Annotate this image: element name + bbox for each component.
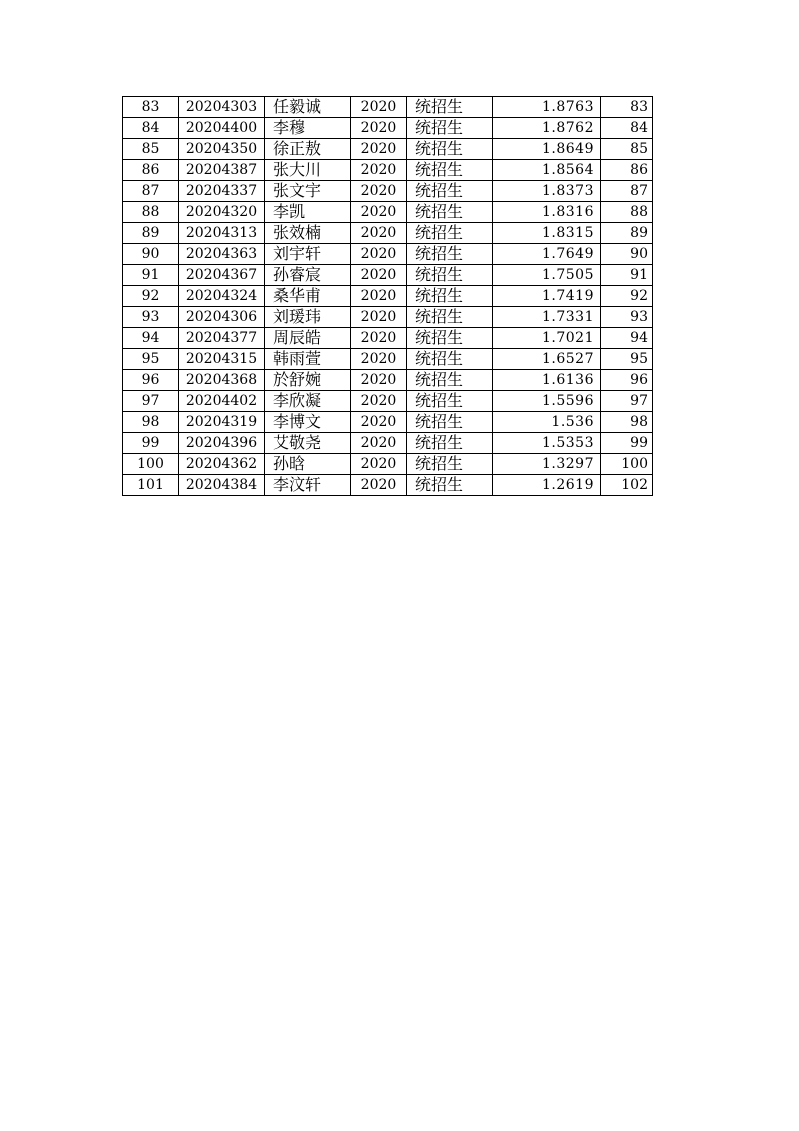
student-id-cell: 20204363 <box>179 244 265 265</box>
score-cell: 1.7649 <box>493 244 601 265</box>
row-number-cell: 91 <box>123 265 179 286</box>
rank-cell: 83 <box>601 97 653 118</box>
row-number-cell: 88 <box>123 202 179 223</box>
rank-cell: 93 <box>601 307 653 328</box>
enrollment-type-cell: 统招生 <box>407 349 493 370</box>
table-row <box>123 454 653 475</box>
student-id-cell: 20204313 <box>179 223 265 244</box>
enrollment-type-cell: 统招生 <box>407 307 493 328</box>
table-row <box>123 160 653 181</box>
rank-cell: 90 <box>601 244 653 265</box>
table-row <box>123 349 653 370</box>
year-cell: 2020 <box>351 391 407 412</box>
student-id-cell: 20204320 <box>179 202 265 223</box>
table-row <box>123 475 653 496</box>
year-cell: 2020 <box>351 118 407 139</box>
score-cell: 1.6527 <box>493 349 601 370</box>
enrollment-type-cell: 统招生 <box>407 265 493 286</box>
score-cell: 1.7419 <box>493 286 601 307</box>
row-number-cell: 89 <box>123 223 179 244</box>
year-cell: 2020 <box>351 328 407 349</box>
year-cell: 2020 <box>351 223 407 244</box>
rank-cell: 88 <box>601 202 653 223</box>
enrollment-type-cell: 统招生 <box>407 181 493 202</box>
rank-cell: 94 <box>601 328 653 349</box>
score-cell: 1.7331 <box>493 307 601 328</box>
row-number-cell: 92 <box>123 286 179 307</box>
enrollment-type-cell: 统招生 <box>407 412 493 433</box>
year-cell: 2020 <box>351 244 407 265</box>
year-cell: 2020 <box>351 265 407 286</box>
enrollment-type-cell: 统招生 <box>407 223 493 244</box>
enrollment-type-cell: 统招生 <box>407 139 493 160</box>
score-cell: 1.8373 <box>493 181 601 202</box>
student-id-cell: 20204362 <box>179 454 265 475</box>
rank-cell: 92 <box>601 286 653 307</box>
score-cell: 1.3297 <box>493 454 601 475</box>
enrollment-type-cell: 统招生 <box>407 475 493 496</box>
score-cell: 1.6136 <box>493 370 601 391</box>
enrollment-type-cell: 统招生 <box>407 160 493 181</box>
rank-cell: 97 <box>601 391 653 412</box>
year-cell: 2020 <box>351 475 407 496</box>
table-row <box>123 181 653 202</box>
rank-cell: 95 <box>601 349 653 370</box>
student-id-cell: 20204396 <box>179 433 265 454</box>
row-number-cell: 94 <box>123 328 179 349</box>
score-cell: 1.8315 <box>493 223 601 244</box>
table-row <box>123 307 653 328</box>
year-cell: 2020 <box>351 202 407 223</box>
score-cell: 1.8762 <box>493 118 601 139</box>
rank-cell: 87 <box>601 181 653 202</box>
student-name-cell: 艾敬尧 <box>265 433 351 454</box>
student-name-cell: 刘瑗玮 <box>265 307 351 328</box>
student-id-cell: 20204303 <box>179 97 265 118</box>
row-number-cell: 87 <box>123 181 179 202</box>
rank-cell: 91 <box>601 265 653 286</box>
score-cell: 1.8649 <box>493 139 601 160</box>
score-cell: 1.8564 <box>493 160 601 181</box>
student-id-cell: 20204384 <box>179 475 265 496</box>
score-cell: 1.8763 <box>493 97 601 118</box>
year-cell: 2020 <box>351 139 407 160</box>
score-cell: 1.7505 <box>493 265 601 286</box>
table-row <box>123 286 653 307</box>
rank-cell: 86 <box>601 160 653 181</box>
year-cell: 2020 <box>351 97 407 118</box>
student-id-cell: 20204400 <box>179 118 265 139</box>
year-cell: 2020 <box>351 160 407 181</box>
row-number-cell: 85 <box>123 139 179 160</box>
enrollment-type-cell: 统招生 <box>407 433 493 454</box>
row-number-cell: 96 <box>123 370 179 391</box>
rank-cell: 96 <box>601 370 653 391</box>
student-name-cell: 孙晗 <box>265 454 351 475</box>
row-number-cell: 98 <box>123 412 179 433</box>
enrollment-type-cell: 统招生 <box>407 370 493 391</box>
student-name-cell: 李汶轩 <box>265 475 351 496</box>
enrollment-type-cell: 统招生 <box>407 118 493 139</box>
student-id-cell: 20204337 <box>179 181 265 202</box>
table-body <box>123 97 653 496</box>
enrollment-type-cell: 统招生 <box>407 286 493 307</box>
row-number-cell: 83 <box>123 97 179 118</box>
student-id-cell: 20204368 <box>179 370 265 391</box>
year-cell: 2020 <box>351 433 407 454</box>
year-cell: 2020 <box>351 349 407 370</box>
student-id-cell: 20204306 <box>179 307 265 328</box>
score-cell: 1.8316 <box>493 202 601 223</box>
student-name-cell: 张大川 <box>265 160 351 181</box>
row-number-cell: 90 <box>123 244 179 265</box>
table-row <box>123 202 653 223</box>
enrollment-type-cell: 统招生 <box>407 97 493 118</box>
score-cell: 1.536 <box>493 412 601 433</box>
student-id-cell: 20204367 <box>179 265 265 286</box>
row-number-cell: 99 <box>123 433 179 454</box>
rank-cell: 100 <box>601 454 653 475</box>
student-name-cell: 李凯 <box>265 202 351 223</box>
student-id-cell: 20204324 <box>179 286 265 307</box>
enrollment-type-cell: 统招生 <box>407 391 493 412</box>
student-name-cell: 任毅诚 <box>265 97 351 118</box>
year-cell: 2020 <box>351 370 407 391</box>
table-row <box>123 97 653 118</box>
year-cell: 2020 <box>351 412 407 433</box>
row-number-cell: 93 <box>123 307 179 328</box>
student-name-cell: 李穆 <box>265 118 351 139</box>
year-cell: 2020 <box>351 181 407 202</box>
table-row <box>123 433 653 454</box>
rank-cell: 98 <box>601 412 653 433</box>
score-cell: 1.7021 <box>493 328 601 349</box>
student-id-cell: 20204387 <box>179 160 265 181</box>
year-cell: 2020 <box>351 286 407 307</box>
student-name-cell: 韩雨萱 <box>265 349 351 370</box>
row-number-cell: 100 <box>123 454 179 475</box>
enrollment-type-cell: 统招生 <box>407 244 493 265</box>
rank-cell: 102 <box>601 475 653 496</box>
student-name-cell: 孙睿宸 <box>265 265 351 286</box>
student-id-cell: 20204315 <box>179 349 265 370</box>
student-id-cell: 20204319 <box>179 412 265 433</box>
table-row <box>123 328 653 349</box>
rank-cell: 85 <box>601 139 653 160</box>
table-row <box>123 139 653 160</box>
table-row <box>123 265 653 286</box>
rank-cell: 89 <box>601 223 653 244</box>
score-cell: 1.5353 <box>493 433 601 454</box>
score-cell: 1.5596 <box>493 391 601 412</box>
table-row <box>123 244 653 265</box>
table-row <box>123 391 653 412</box>
student-name-cell: 张效楠 <box>265 223 351 244</box>
student-name-cell: 刘宇轩 <box>265 244 351 265</box>
row-number-cell: 97 <box>123 391 179 412</box>
rank-cell: 99 <box>601 433 653 454</box>
table-row <box>123 370 653 391</box>
row-number-cell: 95 <box>123 349 179 370</box>
rank-cell: 84 <box>601 118 653 139</box>
table-row <box>123 223 653 244</box>
student-name-cell: 李欣凝 <box>265 391 351 412</box>
enrollment-type-cell: 统招生 <box>407 202 493 223</box>
row-number-cell: 86 <box>123 160 179 181</box>
year-cell: 2020 <box>351 454 407 475</box>
student-ranking-table <box>122 96 653 496</box>
student-id-cell: 20204377 <box>179 328 265 349</box>
student-name-cell: 於舒婉 <box>265 370 351 391</box>
year-cell: 2020 <box>351 307 407 328</box>
student-name-cell: 张文宇 <box>265 181 351 202</box>
row-number-cell: 84 <box>123 118 179 139</box>
student-id-cell: 20204350 <box>179 139 265 160</box>
student-name-cell: 李博文 <box>265 412 351 433</box>
table-row <box>123 118 653 139</box>
enrollment-type-cell: 统招生 <box>407 454 493 475</box>
student-name-cell: 徐正敖 <box>265 139 351 160</box>
enrollment-type-cell: 统招生 <box>407 328 493 349</box>
score-cell: 1.2619 <box>493 475 601 496</box>
row-number-cell: 101 <box>123 475 179 496</box>
student-id-cell: 20204402 <box>179 391 265 412</box>
student-name-cell: 周辰皓 <box>265 328 351 349</box>
table-row <box>123 412 653 433</box>
student-name-cell: 桑华甫 <box>265 286 351 307</box>
